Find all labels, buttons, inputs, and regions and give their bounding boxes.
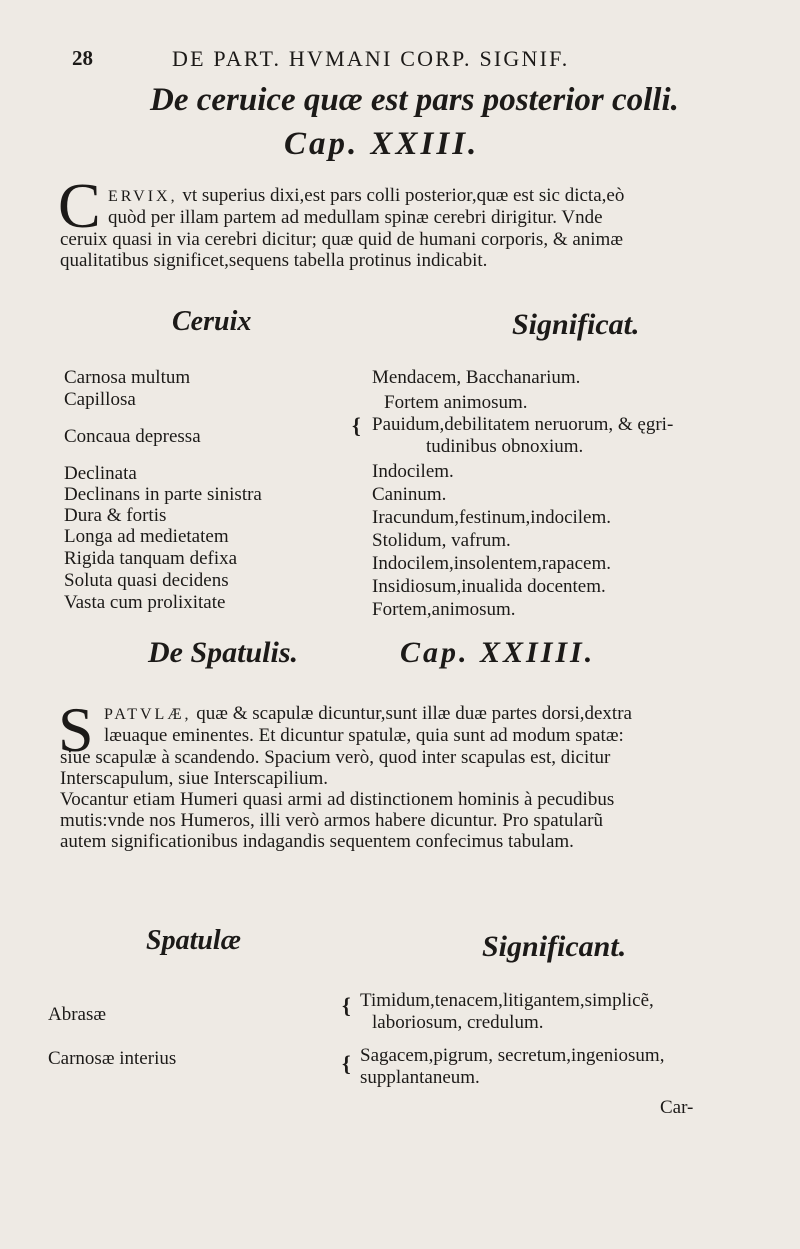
table-row-left: Declinata (64, 463, 137, 484)
table-row-right: Insidiosum,inualida docentem. (372, 576, 606, 597)
dropcap-s: S (58, 694, 94, 765)
table-row-left: Carnosæ interius (48, 1048, 177, 1069)
table-row-left: Dura & fortis (64, 505, 167, 526)
para-line: mutis:vnde nos Humeros, illi verò armos habere dicuntur. Pro spatularũ (60, 810, 603, 831)
table-row-left: Rigida tanquam defixa (64, 548, 238, 569)
brace-icon: { (342, 1051, 351, 1076)
table-row-right: Caninum. (372, 484, 447, 505)
para-line: læuaque eminentes. Et dicuntur spatulæ, quia sunt ad modum spatæ: (104, 725, 624, 746)
chapter-24-intro-cont (60, 747, 614, 852)
brace-icon: { (352, 413, 361, 438)
table-23-right-head: Significat. (512, 308, 640, 341)
running-title: DE PART. HVMANI CORP. SIGNIF. (172, 46, 570, 71)
intro-word: ERVIX, (108, 188, 178, 205)
table-row-right-cont: tudinibus obnoxium. (426, 436, 584, 457)
table-row-right-cont: supplantaneum. (360, 1067, 480, 1088)
table-row-right-cont: laboriosum, credulum. (372, 1012, 544, 1033)
para-line: autem significationibus indagandis sequentem confecimus tabulam. (60, 831, 574, 852)
table-row-right: Fortem animosum. (384, 392, 528, 413)
para-line: quæ & scapulæ dicuntur,sunt illæ duæ partes dorsi,dextra (196, 703, 632, 724)
table-row-right: Pauidum,debilitatem neruorum, & ęgri- (372, 414, 674, 435)
table-row-right: Iracundum,festinum,indocilem. (372, 507, 612, 528)
table-row-right: Fortem,animosum. (372, 599, 516, 620)
table-24-left-head: Spatulæ (146, 925, 241, 956)
table-row-left: Concaua depressa (64, 426, 201, 447)
table-row-left: Vasta cum prolixitate (64, 592, 226, 613)
para-line: Interscapulum, siue Interscapilium. (60, 768, 329, 789)
intro-word: PATVLÆ, (104, 706, 192, 723)
chapter-23-title: De ceruice quæ est pars posterior colli. (150, 82, 679, 118)
table-row-left: Capillosa (64, 389, 136, 410)
table-row-right: Indocilem. (372, 461, 454, 482)
chapter-24-number: Cap. XXIIII. (400, 636, 596, 669)
dropcap-c: C (58, 170, 101, 241)
table-row-left: Abrasæ (48, 1004, 107, 1025)
table-23-left-head: Ceruix (172, 306, 252, 337)
chapter-24-intro (104, 703, 632, 746)
chapter-23-number: Cap. XXIII. (284, 126, 480, 162)
page-number: 28 (72, 46, 93, 70)
chapter-23-intro-cont (60, 229, 623, 271)
chapter-23-intro (108, 185, 624, 228)
table-row-right: Indocilem,insolentem,rapacem. (372, 553, 611, 574)
table-row-left: Carnosa multum (64, 367, 191, 388)
para-line: Vocantur etiam Humeri quasi armi ad distinctionem hominis à pecudibus (60, 789, 615, 810)
table-row-right: Timidum,tenacem,litigantem,simplicẽ, (360, 990, 654, 1011)
catchword: Car- (660, 1097, 694, 1118)
table-24-right-head: Significant. (482, 930, 627, 963)
brace-icon: { (342, 993, 351, 1018)
para-line: siue scapulæ à scandendo. Spacium verò, quod inter scapulas est, dicitur (60, 747, 611, 768)
table-row-right: Sagacem,pigrum, secretum,ingeniosum, (360, 1045, 665, 1066)
para-line: quòd per illam partem ad medullam spinæ cerebri dirigitur. Vnde (108, 207, 603, 228)
table-row-left: Declinans in parte sinistra (64, 484, 262, 505)
para-line: ceruix quasi in via cerebri dicitur; quæ quid de humani corporis, & animæ (60, 229, 624, 250)
chapter-24-title: De Spatulis. (148, 636, 299, 669)
table-row-left: Soluta quasi decidens (64, 570, 229, 591)
para-line: vt superius dixi,est pars colli posterior,quæ est sic dicta,eò (182, 185, 625, 206)
table-row-right: Mendacem, Bacchanarium. (372, 367, 581, 388)
table-row-left: Longa ad medietatem (64, 526, 229, 547)
table-row-right: Stolidum, vafrum. (372, 530, 511, 551)
para-line: qualitatibus significet,sequens tabella protinus indicabit. (60, 250, 488, 271)
